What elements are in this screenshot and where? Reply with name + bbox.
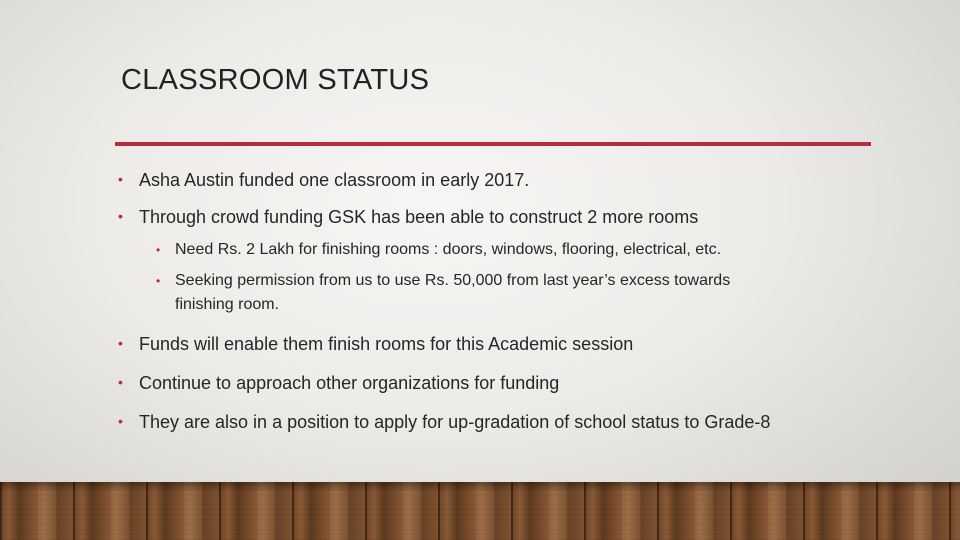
sub-bullet-item	[156, 269, 731, 317]
bullet-item	[118, 170, 530, 191]
bullet-icon: •	[118, 374, 123, 390]
bullet-item	[118, 373, 560, 394]
bullet-text: Funds will enable them finish rooms for this Academic session	[139, 334, 634, 354]
slide-title: CLASSROOM STATUS	[121, 64, 430, 96]
bullet-icon: •	[118, 335, 123, 351]
bullet-text: They are also in a position to apply for up-gradation of school status to Grade-8	[139, 412, 771, 432]
bullet-icon: •	[118, 413, 123, 429]
bullet-icon: •	[118, 171, 123, 187]
bullet-icon: •	[156, 243, 161, 257]
title-underline	[115, 142, 871, 146]
bullet-icon: •	[156, 274, 161, 288]
sub-bullet-text-line-2: finishing room.	[175, 296, 280, 313]
bullet-text: Through crowd funding GSK has been able to construct 2 more rooms	[139, 207, 699, 227]
sub-bullet-text-line-1: Seeking permission from us to use Rs. 50,000 from last year’s excess towards	[175, 272, 731, 289]
bullet-item	[118, 334, 634, 355]
bullet-item	[118, 412, 771, 433]
bullet-item	[118, 207, 699, 228]
bullet-text: Continue to approach other organizations for funding	[139, 373, 560, 393]
bullet-text: Asha Austin funded one classroom in early 2017.	[139, 170, 530, 190]
wood-floor-background	[0, 482, 960, 540]
bullet-icon: •	[118, 208, 123, 224]
sub-bullet-item	[156, 238, 722, 262]
sub-bullet-text: Need Rs. 2 Lakh for finishing rooms : doors, windows, flooring, electrical, etc.	[175, 241, 722, 258]
